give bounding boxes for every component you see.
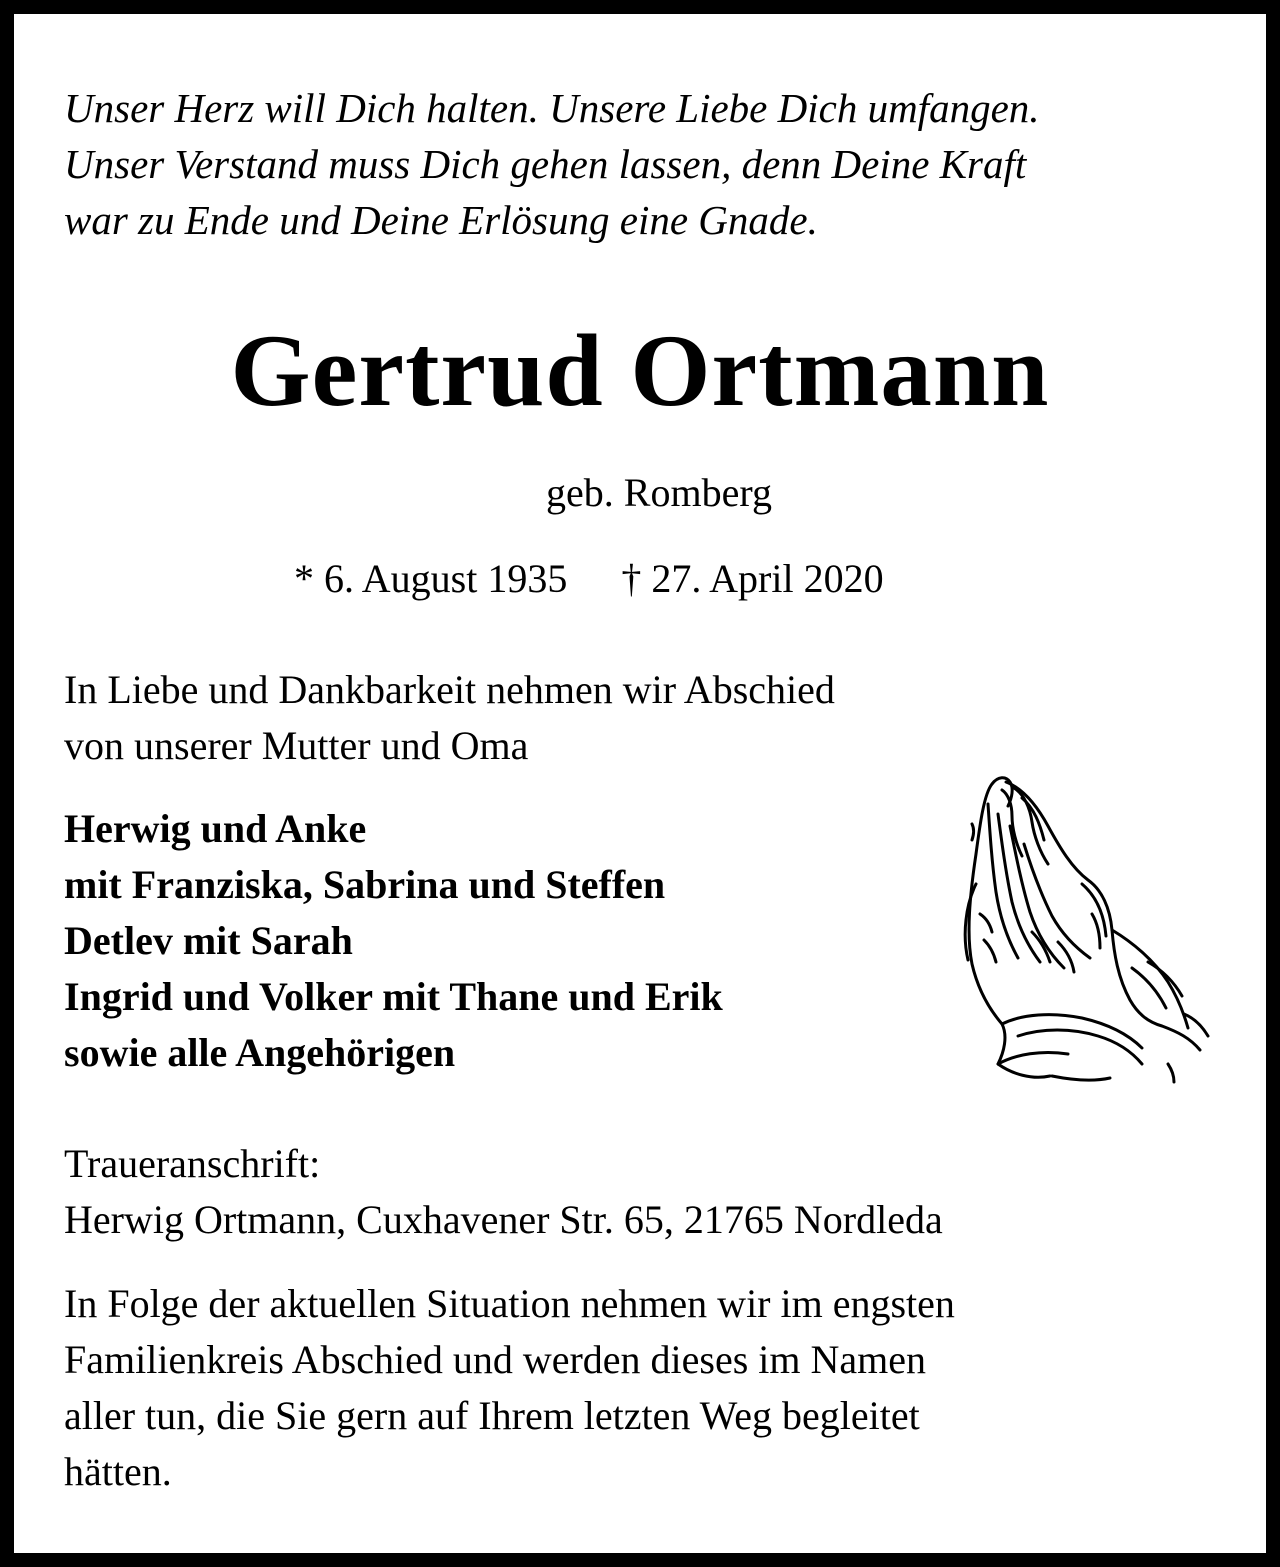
deceased-name: Gertrud Ortmann bbox=[230, 314, 1050, 428]
death-date: † 27. April 2020 bbox=[621, 556, 884, 601]
life-dates bbox=[294, 552, 1054, 606]
farewell-text: In Liebe und Dankbarkeit nehmen wir Abschied von unserer Mutter und Oma bbox=[64, 667, 835, 768]
birth-date: * 6. August 1935 bbox=[294, 556, 568, 601]
maiden-name: geb. Romberg bbox=[546, 470, 772, 515]
situation-text: In Folge der aktuellen Situation nehmen wir im engsten Familienkreis Abschied und werden dieses im Namen aller tun, die Sie gern auf Ihrem letzten Weg begleitet hätten. bbox=[64, 1281, 955, 1494]
family-line: Detlev mit Sarah bbox=[64, 918, 353, 963]
family-line: Herwig und Anke bbox=[64, 806, 367, 851]
obituary-notice bbox=[14, 14, 1266, 1553]
memorial-quote: Unser Herz will Dich halten. Unsere Liebe Dich umfangen. Unser Verstand muss Dich gehen lassen, denn Deine Kraft war zu Ende und Deine Erlösung eine Gnade. bbox=[64, 85, 1040, 243]
praying-hands-icon bbox=[932, 764, 1222, 1094]
family-list bbox=[64, 801, 964, 1081]
family-line: mit Franziska, Sabrina und Steffen bbox=[64, 862, 666, 907]
family-line: Ingrid und Volker mit Thane und Erik bbox=[64, 974, 723, 1019]
address-value: Herwig Ortmann, Cuxhavener Str. 65, 21765 Nordleda bbox=[64, 1197, 943, 1242]
family-line: sowie alle Angehörigen bbox=[64, 1030, 456, 1075]
address-label: Traueranschrift: bbox=[64, 1141, 321, 1186]
mourning-address bbox=[64, 1136, 1214, 1248]
